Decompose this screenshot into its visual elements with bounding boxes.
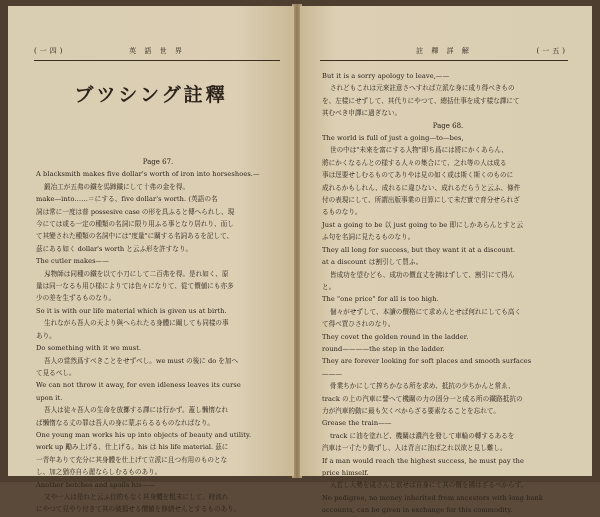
text-line: price himself. — [322, 469, 369, 477]
page-number: (一四) — [34, 47, 66, 55]
text-line: The world is full of just a going—to—bes, — [322, 134, 464, 143]
text-line: ——— — [322, 369, 343, 378]
text-line: 個々がせずして、本讀の價格にて求めんとせば何れにしても高く — [330, 307, 522, 316]
text-line: They covet the golden round in the ladder. — [322, 332, 469, 341]
left-page — [8, 6, 294, 514]
text-line: 皆成功を望むども、成功の價直丈を拂はずして、割引にて得ん — [330, 270, 515, 279]
text-line: Do something with it we must. — [36, 344, 142, 353]
text-line: So it is with our life material which is given us at birth. — [36, 306, 227, 315]
text-line: No pedigree, no money inherited from ancestors with long bank — [322, 493, 543, 502]
text-line: 刄物師は同種の鐵を以て小刀にして二百弗を得。是れ如く、原 — [44, 269, 229, 278]
text-line: Page 67. — [142, 158, 174, 166]
text-line: track に油を塗れど、機關は濃汽を發して車輪の轉するあるを — [330, 431, 515, 440]
text-line: upon it. — [36, 393, 63, 402]
text-line: 將にかくなるんとの様する人々の集合にて、之れ等の人は成る — [322, 158, 507, 167]
text-line: Another botches and spoils his—— — [36, 480, 156, 489]
text-line: We can not throw it away, for even idleness leaves its curse — [36, 381, 241, 390]
text-line: 今にては或る一定の種類の名詞に限り用ふる事となり居れり、而し — [36, 220, 234, 229]
text-line: The "one price" for all is too high. — [322, 295, 439, 304]
text-line: But it is a sorry apology to leave,—— — [322, 72, 450, 80]
text-line: 事は逕要せしむるものてありやは見の如く或は斯く斯くのものに — [322, 171, 514, 180]
text-line: round————the step in the ladder. — [322, 344, 445, 353]
text-line: 詞は常に一度は普 possesive case の形を具ふると傳へられし、現 — [36, 207, 235, 216]
text-line: A blacksmith makes five dollar's worth of iron into horseshoes.— — [36, 170, 260, 179]
text-line: あり。 — [36, 331, 56, 340]
text-line: 人若し大勢を成さんと欲せば自身にて其の價を拂はざるべからず。 — [330, 481, 528, 490]
text-line: Just a going to be 以 just going to be 即にしかあらんとすと云 — [322, 220, 524, 229]
running-header-right — [320, 46, 568, 61]
text-line: 付の表現にして、所謂出版事業の目算にして未だ實で育分せられざ — [322, 196, 520, 205]
text-line: One young man works his up into objects of beauty and utility. — [36, 430, 252, 439]
text-line: し、加之猶亦自ら麗ならしむるものあり。 — [36, 468, 162, 477]
text-line: 茲にある如く dollar's worth と云ふ形を許すなり。 — [36, 244, 193, 253]
text-line: て見るべし。 — [36, 368, 76, 377]
text-line: 生れながら吾人の天より與へられたる身體に關しても同樣の事 — [44, 319, 229, 328]
text-line: If a man would reach the highest success, he must pay the — [322, 456, 524, 465]
text-line: track の上の汽車に譬へて機關の力の固分一と成る所の鐵路抵抗の — [322, 394, 523, 403]
text-line: にやつて見やり付きて其の破損せる價値を修繕せんとするものあり。 — [36, 505, 241, 514]
text-line: at a discount は割引して買ふ。 — [322, 258, 423, 267]
text-line: They all long for success, but they want it at a discount. — [322, 245, 516, 254]
text-line: They are forever looking for soft places and smooth surfaces — [322, 357, 532, 366]
text-line: ふ句を名詞に見たるものなり。 — [322, 233, 415, 242]
text-line: 其むべき申譯に過ぎない。 — [322, 109, 402, 118]
text-line: るものなり。 — [322, 208, 362, 217]
text-line: て得べ買ひされのなり。 — [322, 320, 395, 329]
text-line: 吾人の當然爲すべきことをせずべし。we must の後に do を加へ — [44, 356, 239, 365]
text-line: 世の中は"未來を富にする人物"即ち爲には將にかくあらん、 — [330, 146, 508, 155]
text-line: ば懶惰なる丈の罪は吾人の身に蒙ぶらるるものなればなり。 — [36, 418, 215, 427]
text-line: Page 68. — [432, 121, 464, 130]
running-header-left — [34, 46, 280, 61]
text-line: されどもこれは元來註意さへすれば立派な身に成り得べきもの — [330, 84, 515, 93]
text-line: The cutler makes—— — [36, 257, 109, 266]
right-page-body — [322, 70, 574, 517]
text-line: 吾人は徒々吾人の生命を放擲する譯には行かず。蓋し懶惰なれ — [44, 406, 229, 415]
text-line: 量は同一なるも用ひ様によりては色々になりて、從て價値にも亦多 — [36, 282, 234, 291]
text-line: 少の差を生ずるものなり。 — [36, 294, 116, 303]
text-line: make—into……＝にする、five dollar's worth. (英語の名 — [36, 195, 218, 204]
text-line: work up 勵み上げる、仕上げる。his は his life material. 茲に — [36, 443, 229, 452]
text-line: accounts, can be given in exchange for this commodity. — [322, 506, 513, 515]
right-page — [300, 6, 592, 515]
text-line: て其變された種類の名詞中には"度量"に關する名詞あるを記して、 — [36, 232, 234, 241]
running-title: 英 語 世 界 — [129, 47, 185, 55]
text-line: を、左樣にせずして、其代りにやつて、總括仕事を成す樣な譯にて — [322, 96, 520, 105]
text-line: 力が汽車的動に最も欠くべからざる要素なることを忘れて。 — [322, 406, 500, 415]
text-line: と。 — [322, 282, 336, 291]
page-number: (一五) — [536, 47, 568, 55]
text-line: 又や一人は是れと云ふ目的もなく其身體を粗末にして、時流れ — [44, 492, 229, 501]
running-title: 註 釋 詳 解 — [416, 47, 472, 55]
left-page-body — [36, 156, 280, 516]
text-line: 鍛冶工が五弗の鐵を馬蹄鐵にして十弗の金を得。 — [44, 182, 190, 191]
text-line: 一青年ありて充分に其身體を仕上げて立派に且つ有用のものとな — [36, 455, 228, 464]
text-line: 汽車は一寸たり動ずし、人は背言に油ば之れ以欲と見し難し。 — [322, 444, 507, 453]
text-line: 骨業ちかにして搾ちかなる所を求め、抵抗の少ちかんと常ゑ、 — [330, 382, 515, 391]
text-line: Grease the train—— — [322, 419, 392, 428]
chapter-title: ブツシング註釋 — [74, 84, 228, 106]
text-line: 成れるかもしれん、成れるに違ひない、成れるだらうと云ふ、條件 — [322, 183, 521, 192]
